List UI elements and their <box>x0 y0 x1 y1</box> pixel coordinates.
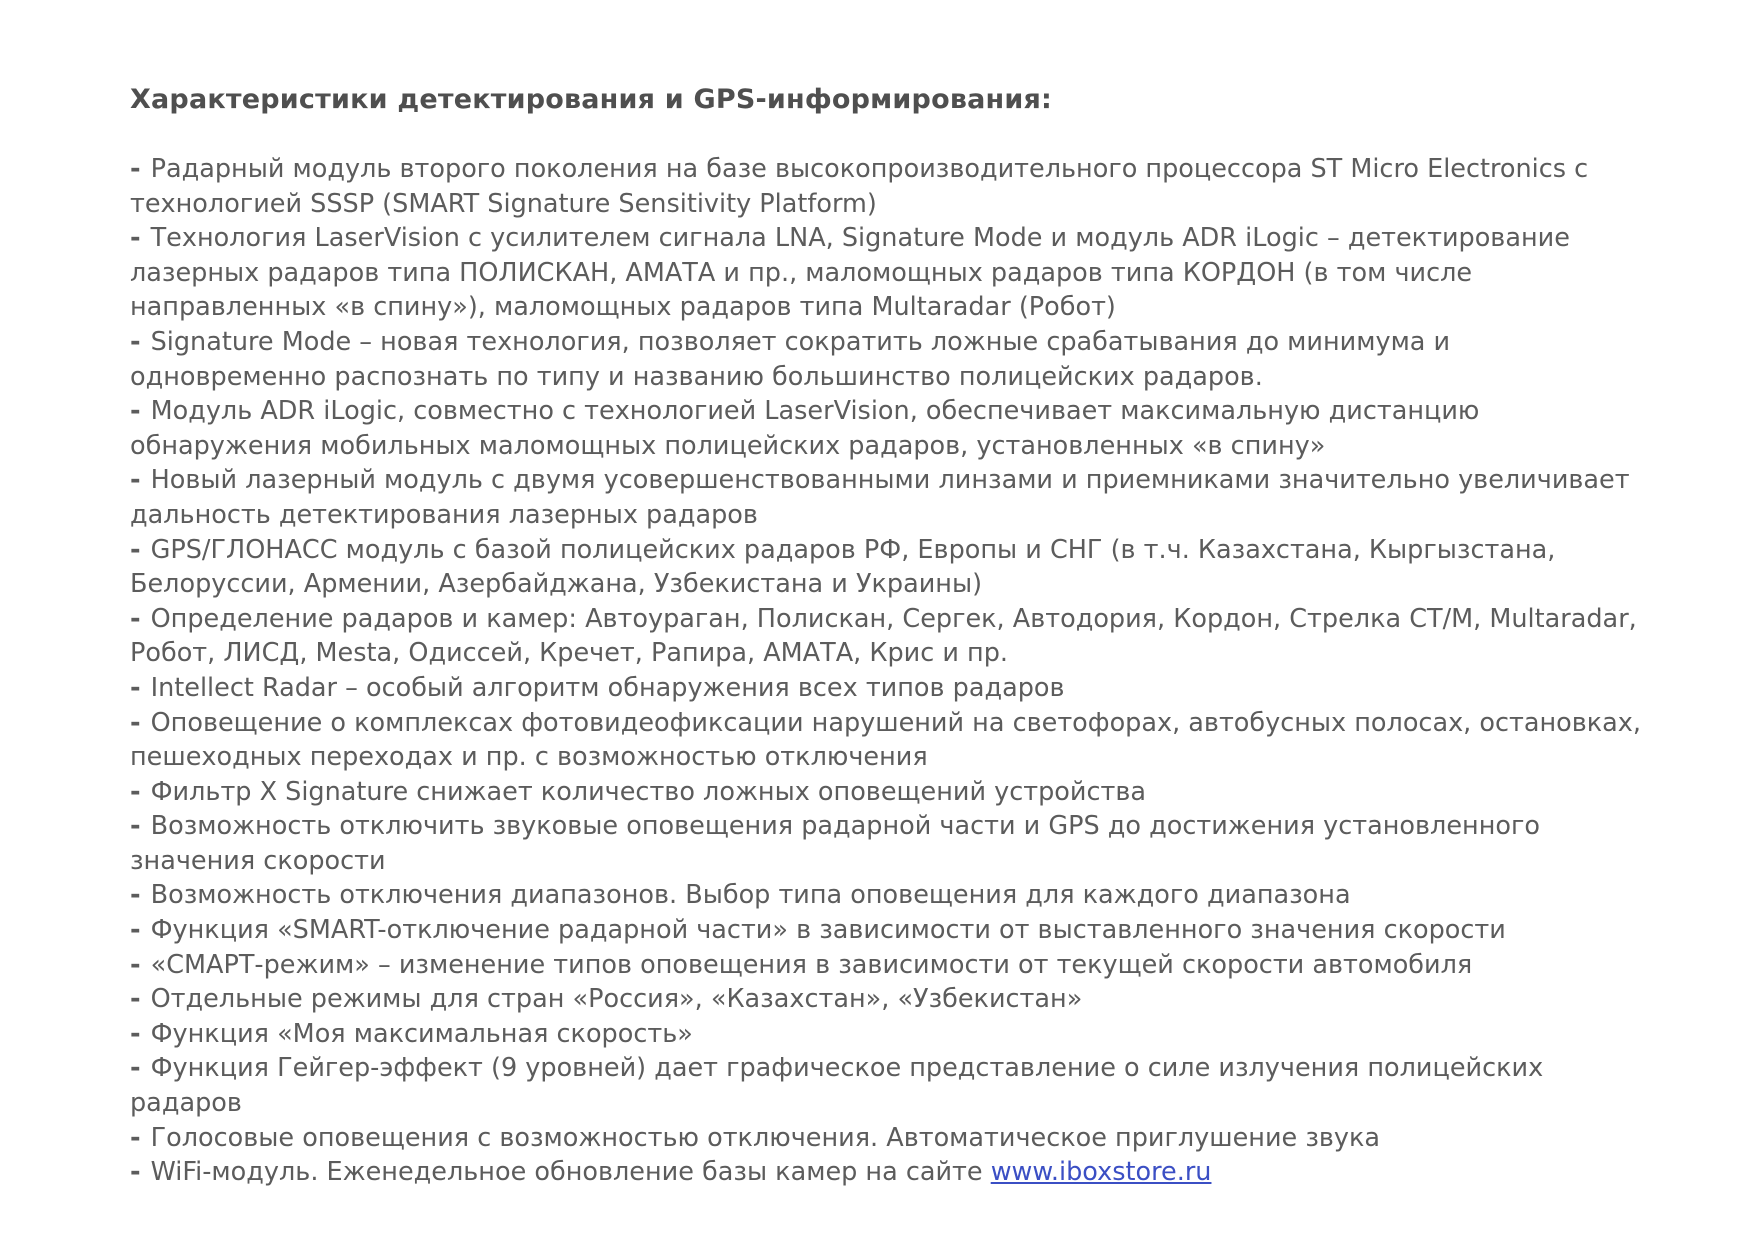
bullet-dash: - <box>130 1053 141 1084</box>
feature-item <box>130 1121 1650 1156</box>
section-heading: Характеристики детектирования и GPS-информирования: <box>130 84 1053 115</box>
feature-item <box>130 394 1650 463</box>
bullet-dash: - <box>130 984 141 1015</box>
feature-item-text: Функция «SMART-отключение радарной части» в зависимости от выставленного значения скорости <box>150 915 1506 946</box>
bullet-dash: - <box>130 603 141 634</box>
feature-item-text: Оповещение о комплексах фотовидеофиксации нарушений на светофорах, автобусных полосах, остановках, пешеходных переходах и пр. с возможностью отключения <box>130 707 1641 773</box>
bullet-dash: - <box>130 880 141 911</box>
bullet-dash: - <box>130 154 141 184</box>
feature-item-text: Новый лазерный модуль с двумя усовершенствованными линзами и приемниками значительно увеличивает дальность детектирования лазерных радаров <box>130 465 1630 530</box>
feature-item <box>130 948 1650 983</box>
bullet-dash: - <box>130 707 141 738</box>
bullet-dash: - <box>130 672 141 703</box>
feature-item-text: Фильтр X Signature снижает количество ложных оповещений устройства <box>150 776 1146 807</box>
document-page <box>130 80 1650 1190</box>
bullet-dash: - <box>130 396 141 427</box>
feature-item <box>130 671 1650 706</box>
feature-item-wifi <box>130 1155 1650 1190</box>
bullet-dash: - <box>130 811 141 842</box>
feature-item-text: Радарный модуль второго поколения на базе высокопроизводительного процессора ST Micro Electronics с технологией SSSP (SMART Signature Sensitivity Platform) <box>130 154 1589 219</box>
feature-item <box>130 1017 1650 1052</box>
feature-item-text: Intellect Radar – особый алгоритм обнаружения всех типов радаров <box>150 672 1065 703</box>
feature-item <box>130 602 1650 671</box>
feature-item-text: GPS/ГЛОНАСС модуль с базой полицейских радаров РФ, Европы и СНГ (в т.ч. Казахстана, Кыргызстана, Белоруссии, Армении, Азербайджана, Узбекистана и Украины) <box>130 534 1556 600</box>
feature-item <box>130 325 1650 394</box>
feature-item <box>130 878 1650 913</box>
bullet-dash: - <box>130 326 141 357</box>
feature-item-text: Функция «Моя максимальная скорость» <box>150 1018 693 1049</box>
bullet-dash: - <box>130 465 141 496</box>
bullet-dash: - <box>130 1122 141 1153</box>
feature-item <box>130 706 1650 775</box>
feature-item <box>130 1051 1650 1120</box>
bullet-dash: - <box>130 949 141 980</box>
feature-item <box>130 982 1650 1017</box>
bullet-dash: - <box>130 1157 141 1188</box>
feature-item-text: Определение радаров и камер: Автоураган, Полискан, Сергек, Автодория, Кордон, Стрелка СТ/М, Multaradar, Робот, ЛИСД, Mesta, Одиссей, Кречет, Рапира, АМАТА, Крис и пр. <box>130 603 1637 669</box>
bullet-dash: - <box>130 534 141 565</box>
feature-item <box>130 152 1650 221</box>
feature-item-text: WiFi-модуль. Еженедельное обновление базы камер на сайте <box>150 1157 991 1188</box>
feature-item <box>130 775 1650 810</box>
feature-item <box>130 913 1650 948</box>
feature-item-text: Signature Mode – новая технология, позволяет сократить ложные срабатывания до минимума и одновременно распознать по типу и названию большинство полицейских радаров. <box>130 326 1451 392</box>
feature-item-text: Возможность отключить звуковые оповещения радарной части и GPS до достижения установленного значения скорости <box>130 811 1540 876</box>
bullet-dash: - <box>130 223 141 254</box>
feature-list <box>130 152 1650 1190</box>
feature-item-text: Модуль ADR iLogic, совместно с технологией LaserVision, обеспечивает максимальную дистанцию обнаружения мобильных маломощных полицейских радаров, установленных «в спину» <box>130 396 1480 461</box>
feature-item-text: Функция Гейгер-эффект (9 уровней) дает графическое представление о силе излучения полицейских радаров <box>130 1053 1544 1119</box>
feature-item-text: Технология LaserVision с усилителем сигнала LNA, Signature Mode и модуль ADR iLogic – детектирование лазерных радаров типа ПОЛИСКАН, АМАТА и пр., маломощных радаров типа КОРДОН (в том числе направленных «в спину»), маломощных радаров типа Multaradar (Робот) <box>130 223 1570 323</box>
feature-item <box>130 809 1650 878</box>
feature-item-text: Голосовые оповещения с возможностью отключения. Автоматическое приглушение звука <box>150 1122 1381 1153</box>
website-link[interactable]: www.iboxstore.ru <box>990 1157 1212 1188</box>
bullet-dash: - <box>130 915 141 946</box>
feature-item <box>130 533 1650 602</box>
bullet-dash: - <box>130 1018 141 1049</box>
feature-item-text: «СМАРТ-режим» – изменение типов оповещения в зависимости от текущей скорости автомобиля <box>150 949 1473 980</box>
feature-item-text: Отдельные режимы для стран «Россия», «Казахстан», «Узбекистан» <box>150 984 1083 1015</box>
bullet-dash: - <box>130 776 141 807</box>
feature-item <box>130 463 1650 532</box>
feature-item <box>130 221 1650 325</box>
feature-item-text: Возможность отключения диапазонов. Выбор типа оповещения для каждого диапазона <box>150 880 1351 911</box>
